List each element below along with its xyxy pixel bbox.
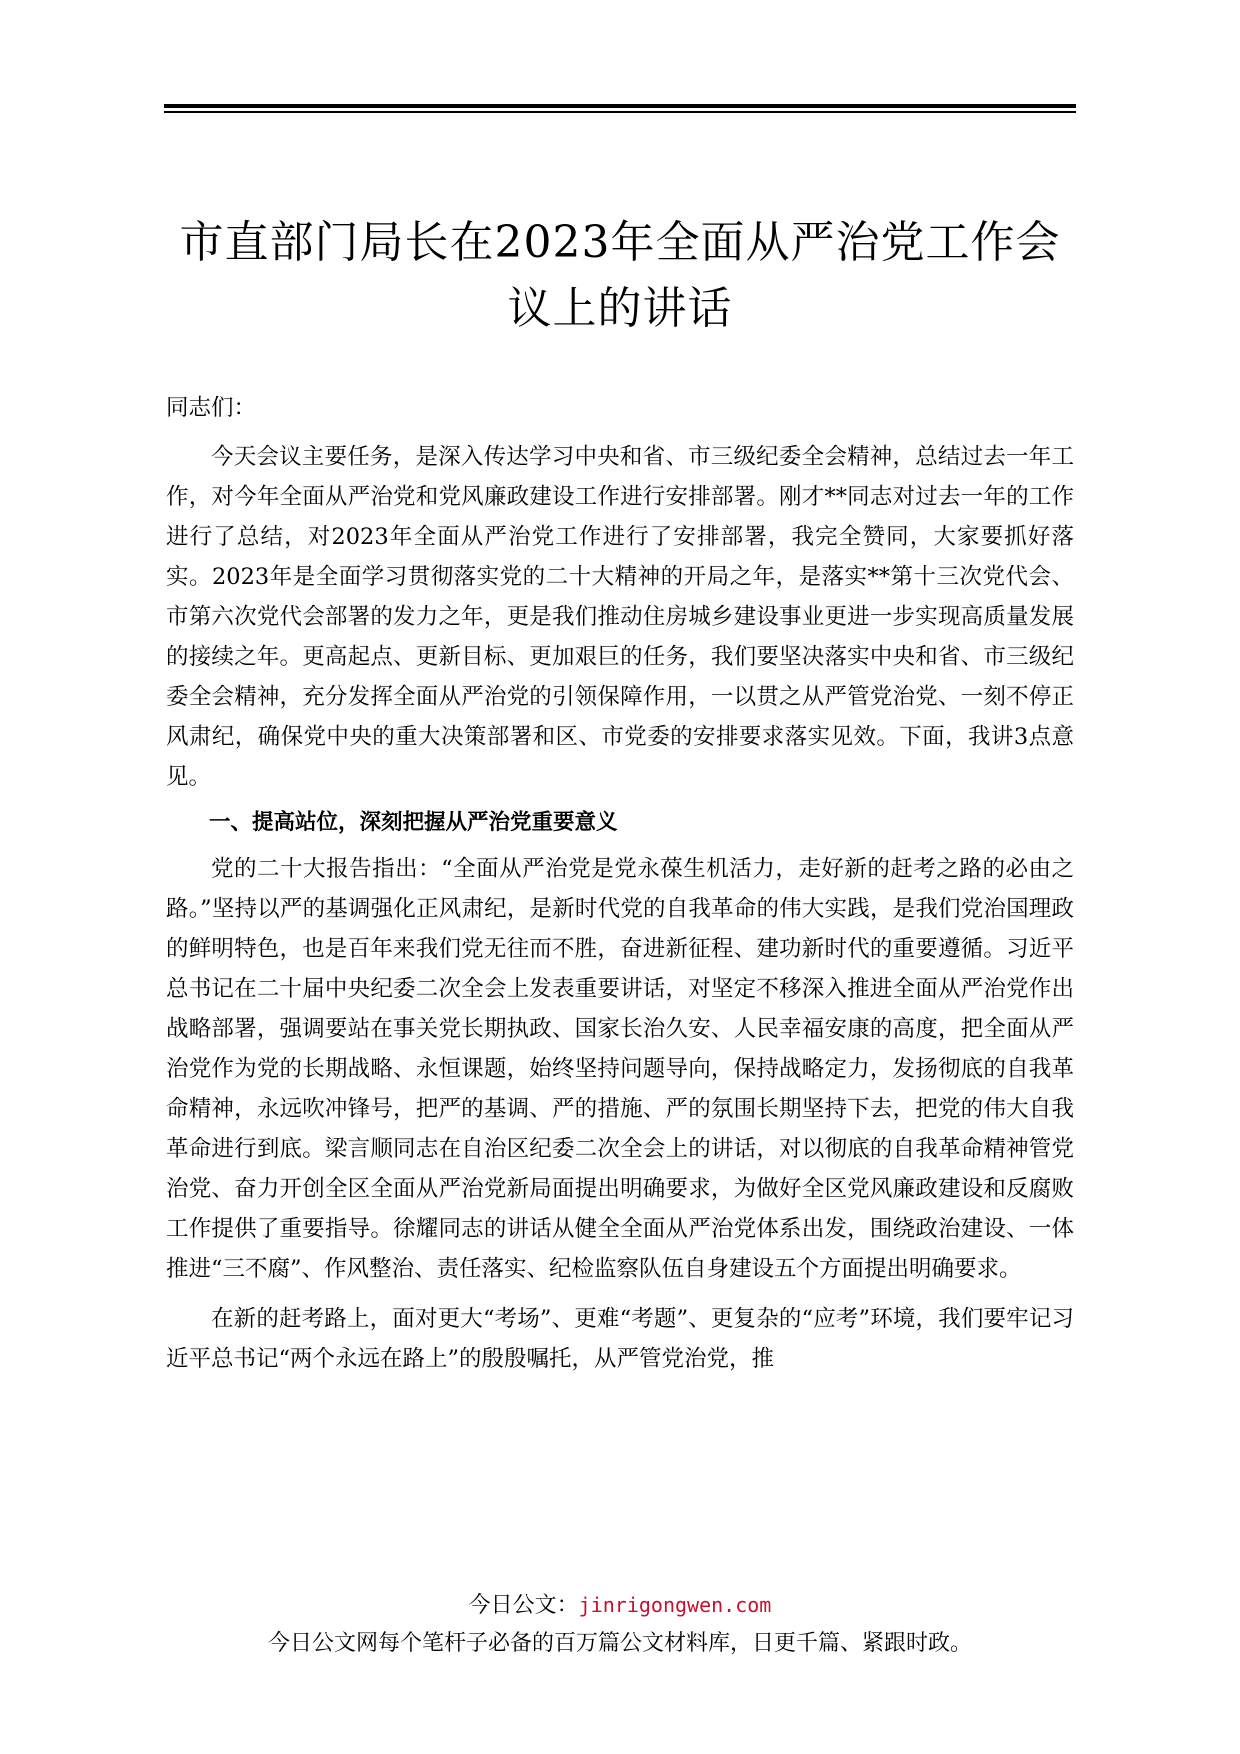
header-rule-thick [164,104,1076,108]
header-rule-thin [164,111,1076,113]
page-title [160,210,1080,342]
title-line-1: 市直部门局长在2023年全面从严治党工作会 [179,217,1061,268]
footer [0,1588,1240,1661]
paragraph-intro: 今天会议主要任务，是深入传达学习中央和省、市三级纪委全会精神，总结过去一年工作，对今年全面从严治党和党风廉政建设工作进行安排部署。刚才**同志对过去一年的工作进行了总结，对2023年全面从严治党工作进行了安排部署，我完全赞同，大家要抓好落实。2023年是全面学习贯彻落实党的二十大精神的开局之年，是落实**第十三次党代会、市第六次党代会部署的发力之年，更是我们推动住房城乡建设事业更进一步实现高质量发展的接续之年。更高起点、更新目标、更加艰巨的任务，我们要坚决落实中央和省、市三级纪委全会精神，充分发挥全面从严治党的引领保障作用，一以贯之从严管党治党、一刻不停正风肃纪，确保党中央的重大决策部署和区、市党委的安排要求落实见效。下面，我讲3点意见。 [166,444,1074,790]
paragraph-section-1: 党的二十大报告指出：“全面从严治党是党永葆生机活力，走好新的赶考之路的必由之路。”坚持以严的基调强化正风肃纪，是新时代党的自我革命的伟大实践，是我们党治国理政的鲜明特色，也是百年来我们党无往而不胜，奋进新征程、建功新时代的重要遵循。习近平总书记在二十届中央纪委二次全会上发表重要讲话，对坚定不移深入推进全面从严治党作出战略部署，强调要站在事关党长期执政、国家长治久安、人民幸福安康的高度，把全面从严治党作为党的长期战略、永恒课题，始终坚持问题导向，保持战略定力，发扬彻底的自我革命精神，永远吹冲锋号，把严的基调、严的措施、严的氛围长期坚持下去，把党的伟大自我革命进行到底。梁言顺同志在自治区纪委二次全会上的讲话，对以彻底的自我革命精神管党治党、奋力开创全区全面从严治党新局面提出明确要求，为做好全区党风廉政建设和反腐败工作提供了重要指导。徐耀同志的讲话从健全全面从严治党体系出发，围绕政治建设、一体推进“三不腐”、作风整治、责任落实、纪检监察队伍自身建设五个方面提出明确要求。 [166,856,1074,1282]
paragraph-section-1-cont: 在新的赶考路上，面对更大“考场”、更难“考题”、更复杂的“应考”环境，我们要牢记习近平总书记“两个永远在路上”的殷殷嘱托，从严管党治党，推 [166,1306,1074,1372]
greeting: 同志们： [166,395,257,421]
title-line-2: 议上的讲话 [507,283,733,334]
footer-slogan: 今日公文网每个笔杆子必备的百万篇公文材料库，日更千篇、紧跟时政。 [267,1631,972,1656]
document-body [166,388,1074,1379]
footer-url-link[interactable]: jinrigongwen.com [578,1593,772,1617]
section-heading-1: 一、提高站位，深刻把握从严治党重要意义 [209,810,618,835]
footer-label: 今日公文： [468,1593,579,1618]
footer-source [0,1588,1240,1623]
